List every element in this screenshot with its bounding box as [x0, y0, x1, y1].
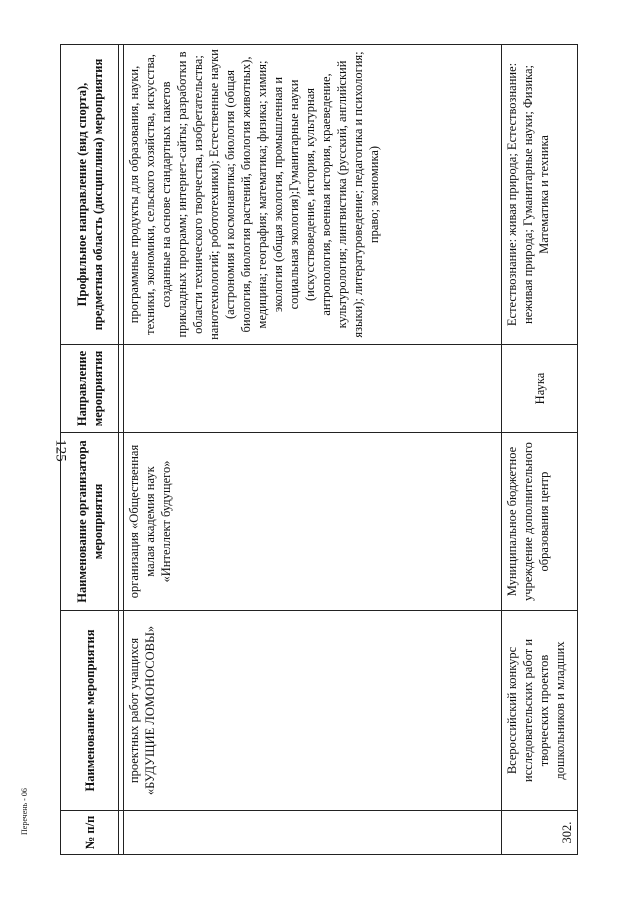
rotated-table-container [60, 45, 578, 855]
row-direction: Наука [502, 345, 578, 433]
row-direction [124, 345, 502, 433]
row-profile: Естествознание: живая природа; Естествознание: неживая природа; Гуманитарные науки; Физика; Математика и техника [502, 45, 578, 345]
row-name: Всероссийский конкурс исследовательских работ и творческих проектов дошкольников и младших [502, 611, 578, 811]
events-table [60, 44, 578, 855]
table-row [502, 45, 578, 855]
header-direction: Направление мероприятия [61, 345, 119, 433]
table-row [124, 45, 502, 855]
row-name: проектных работ учащихся «БУДУЩИЕ ЛОМОНОСОВЫ» [124, 611, 502, 811]
row-organizer: организация «Общественная малая академия наук «Интеллект будущего» [124, 433, 502, 611]
footer-text: Перечень - 06 [20, 788, 29, 835]
row-organizer: Муниципальное бюджетное учреждение дополнительного образования центр [502, 433, 578, 611]
header-name: Наименование мероприятия [61, 611, 119, 811]
row-num: 302. [502, 811, 578, 855]
page-number: 125 [52, 439, 69, 462]
row-num [124, 811, 502, 855]
row-profile: программные продукты для образования, науки, техники, экономики, сельского хозяйства, искусства, созданные на основе стандартных пакетов прикладных программ; интернет-сайты; разработки в области технического творчества, изобретательства; нанотехнологий; робототехники); Естественные науки (астрономия и космонавтика; биология (общая биология, биология растений, биология животных), медицина; география; математика; физика; химия; экология (общая экология, промышленная и социальная экология);Гуманитарные науки (искусствоведение, история, культурная антропология, военная история, краеведение, культурология; лингвистика (русский, английский языки); литературоведение; педагогика и психология; право; экономика) [124, 45, 502, 345]
header-organizer: Наименование организатора мероприятия [61, 433, 119, 611]
header-profile: Профильное направление (вид спорта), предметная область (дисциплина) мероприятия [61, 45, 119, 345]
header-num: № п/п [61, 811, 119, 855]
table-header-row [61, 45, 119, 855]
